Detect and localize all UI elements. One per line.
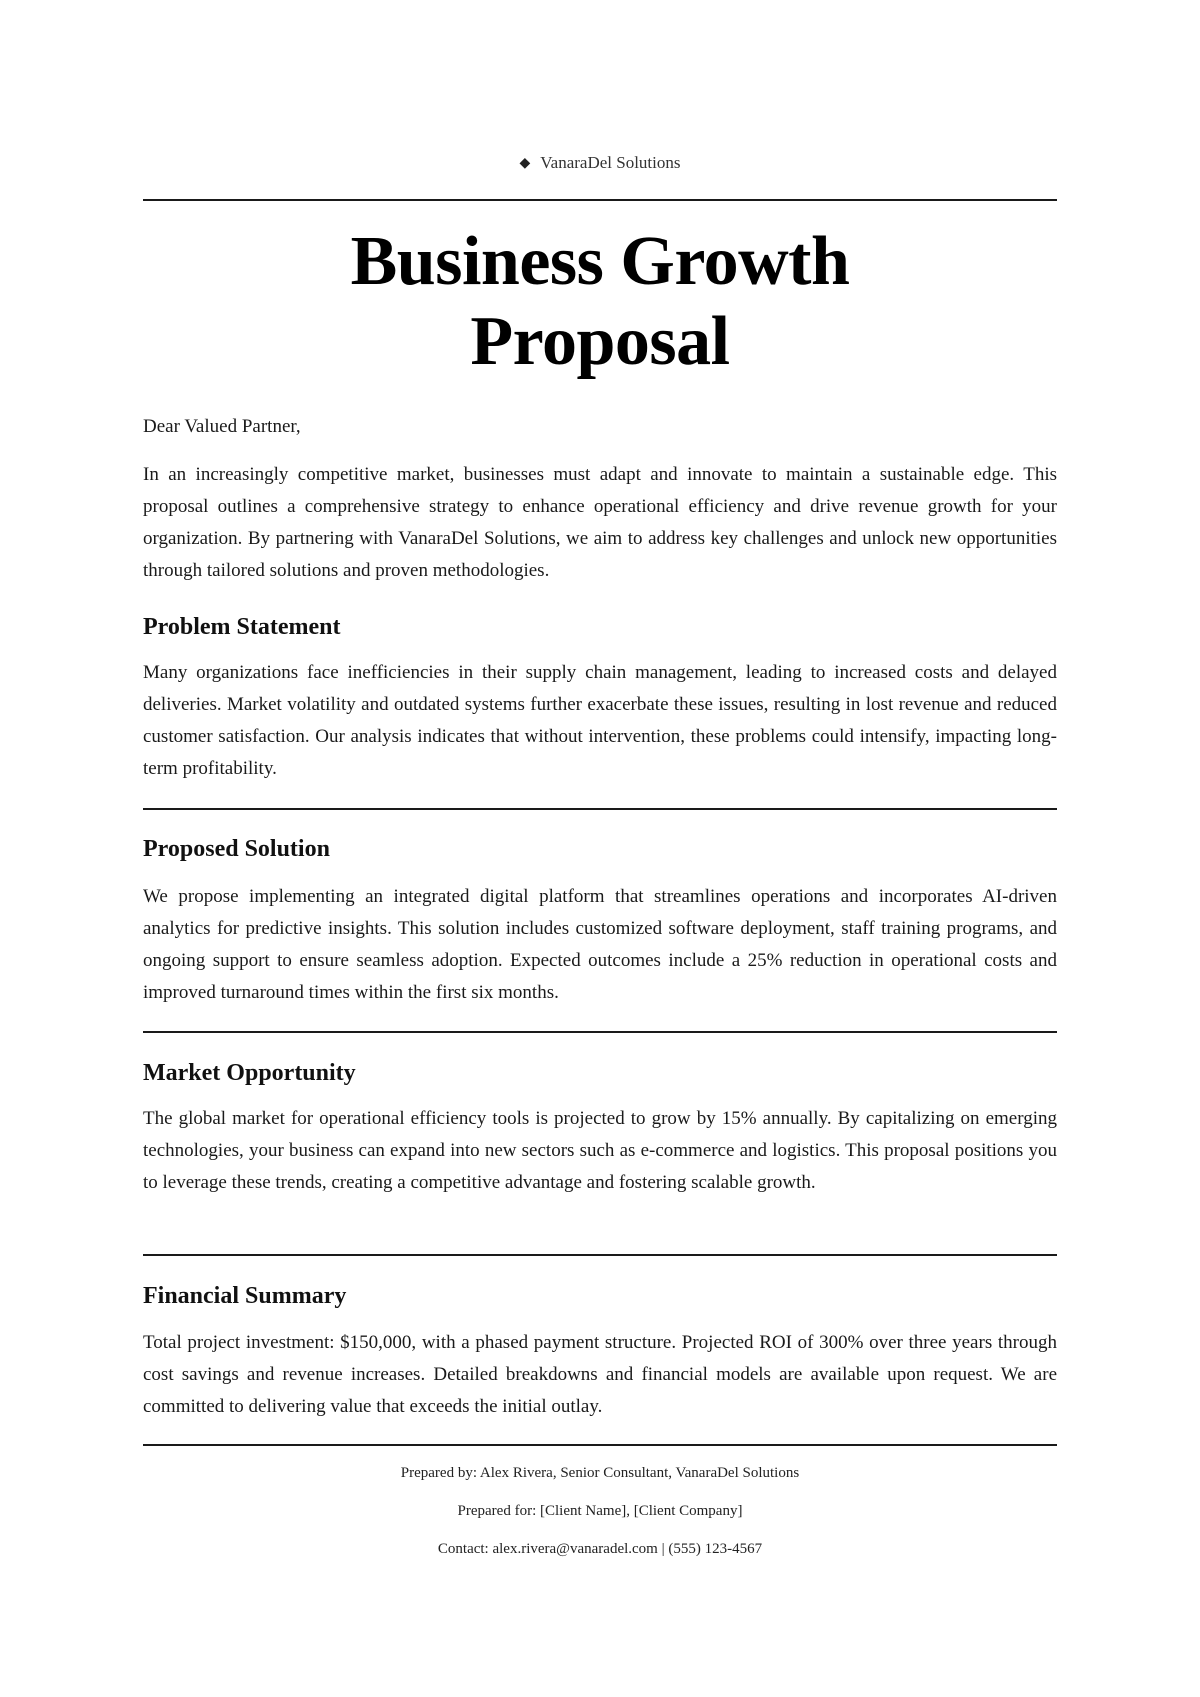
prepared-for: Prepared for: [Client Name], [Client Company]	[457, 1503, 743, 1519]
diamond-icon: ◆	[519, 156, 531, 171]
section-body-proposed-solution: We propose implementing an integrated digital platform that streamlines operations and incorporates AI-driven analytics for predictive insights. This solution includes customized software deployment, staff training programs, and ongoing support to ensure seamless adoption. Expected outcomes include a 25% reduction in operational costs and improved turnaround times within the first six months.	[143, 886, 1057, 1003]
contact-info: Contact: alex.rivera@vanaradel.com | (555) 123-4567	[437, 1541, 763, 1557]
greeting: Dear Valued Partner,	[143, 416, 301, 437]
section-heading-proposed-solution: Proposed Solution	[143, 836, 330, 862]
section-divider	[143, 808, 1057, 810]
footer-divider	[143, 1444, 1057, 1446]
section-heading-financial-summary: Financial Summary	[143, 1283, 347, 1309]
intro-paragraph: In an increasingly competitive market, businesses must adapt and innovate to maintain a sustainable edge. This proposal outlines a comprehensive strategy to enhance operational efficiency and drive revenue growth for your organization. By partnering with VanaraDel Solutions, we aim to address key challenges and unlock new opportunities through tailored solutions and proven methodologies.	[143, 464, 1057, 581]
section-heading-problem-statement: Problem Statement	[143, 614, 341, 640]
section-body-financial-summary: Total project investment: $150,000, with a phased payment structure. Projected ROI of 300% over three years through cost savings and revenue increases. Detailed breakdowns and financial models are available upon request. We are committed to delivering value that exceeds the initial outlay.	[143, 1332, 1057, 1417]
brand-name: VanaraDel Solutions	[540, 153, 681, 172]
prepared-by: Prepared by: Alex Rivera, Senior Consultant, VanaraDel Solutions	[400, 1465, 800, 1481]
section-body-problem-statement: Many organizations face inefficiencies in their supply chain management, leading to increased costs and delayed deliveries. Market volatility and outdated systems further exacerbate these issues, resulting in lost revenue and reduced customer satisfaction. Our analysis indicates that without intervention, these problems could intensify, impacting long-term profitability.	[143, 662, 1057, 779]
section-body-market-opportunity: The global market for operational efficiency tools is projected to grow by 15% annually. By capitalizing on emerging technologies, your business can expand into new sectors such as e-commerce and logistics. This proposal positions you to leverage these trends, creating a competitive advantage and fostering scalable growth.	[143, 1108, 1057, 1193]
header-divider	[143, 199, 1057, 201]
section-divider	[143, 1254, 1057, 1256]
section-heading-market-opportunity: Market Opportunity	[143, 1060, 356, 1086]
title-line-1: Business Growth	[350, 223, 850, 300]
section-divider	[143, 1031, 1057, 1033]
page-title	[143, 222, 1057, 382]
brand-header	[143, 152, 1057, 175]
title-line-2: Proposal	[470, 303, 730, 380]
